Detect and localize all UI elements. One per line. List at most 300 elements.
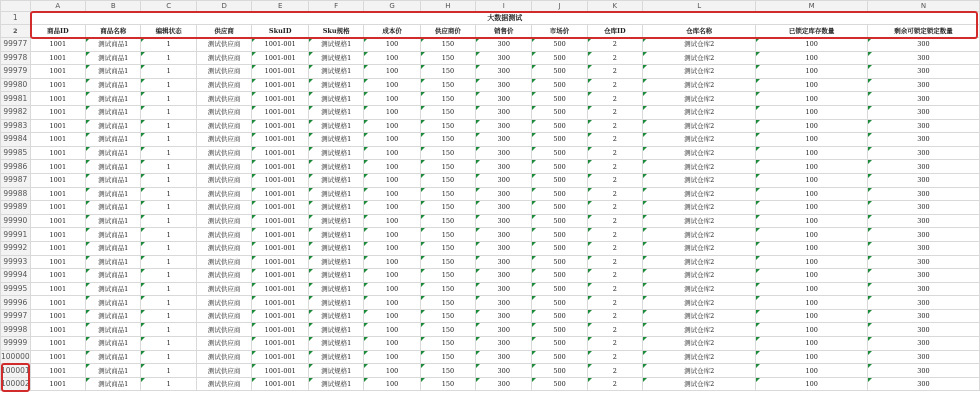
data-cell[interactable]: 300 xyxy=(476,241,532,255)
data-cell[interactable]: 150 xyxy=(420,133,475,147)
data-cell[interactable]: 2 xyxy=(587,296,642,310)
data-cell[interactable]: 1001 xyxy=(30,146,85,160)
data-cell[interactable]: 500 xyxy=(532,51,587,65)
data-cell[interactable]: 300 xyxy=(868,309,980,323)
data-cell[interactable]: 测试仓库2 xyxy=(643,255,756,269)
data-cell[interactable]: 2 xyxy=(587,160,642,174)
data-cell[interactable]: 300 xyxy=(868,173,980,187)
data-cell[interactable]: 1 xyxy=(141,364,196,378)
data-cell[interactable]: 2 xyxy=(587,92,642,106)
data-cell[interactable]: 150 xyxy=(420,309,475,323)
data-cell[interactable]: 300 xyxy=(476,377,532,391)
data-cell[interactable]: 1001-001 xyxy=(252,323,309,337)
data-cell[interactable]: 测试供应商 xyxy=(196,146,252,160)
data-cell[interactable]: 300 xyxy=(476,201,532,215)
data-cell[interactable]: 测试供应商 xyxy=(196,92,252,106)
data-cell[interactable]: 500 xyxy=(532,78,587,92)
data-cell[interactable]: 1001-001 xyxy=(252,51,309,65)
data-cell[interactable]: 150 xyxy=(420,364,475,378)
data-cell[interactable]: 2 xyxy=(587,309,642,323)
data-cell[interactable]: 1 xyxy=(141,255,196,269)
data-cell[interactable]: 测试供应商 xyxy=(196,296,252,310)
data-cell[interactable]: 100 xyxy=(364,214,420,228)
data-cell[interactable]: 1001-001 xyxy=(252,201,309,215)
header-cell[interactable]: 仓库名称 xyxy=(643,25,756,38)
row-number[interactable]: 99979 xyxy=(1,65,31,79)
data-cell[interactable]: 2 xyxy=(587,228,642,242)
data-cell[interactable]: 测试仓库2 xyxy=(643,337,756,351)
data-cell[interactable]: 测试规格1 xyxy=(308,282,364,296)
data-cell[interactable]: 测试仓库2 xyxy=(643,269,756,283)
data-cell[interactable]: 1001 xyxy=(30,269,85,283)
header-cell[interactable]: 仓库ID xyxy=(587,25,642,38)
data-cell[interactable]: 300 xyxy=(476,187,532,201)
data-cell[interactable]: 300 xyxy=(868,51,980,65)
data-cell[interactable]: 300 xyxy=(476,160,532,174)
data-cell[interactable]: 300 xyxy=(868,105,980,119)
data-cell[interactable]: 1001 xyxy=(30,377,85,391)
data-cell[interactable]: 测试商品1 xyxy=(85,173,141,187)
data-cell[interactable]: 测试规格1 xyxy=(308,78,364,92)
column-header-h[interactable]: H xyxy=(420,1,475,12)
data-cell[interactable]: 300 xyxy=(868,255,980,269)
data-cell[interactable]: 1 xyxy=(141,201,196,215)
data-cell[interactable]: 500 xyxy=(532,282,587,296)
data-cell[interactable]: 100 xyxy=(756,160,868,174)
data-cell[interactable]: 测试仓库2 xyxy=(643,201,756,215)
data-cell[interactable]: 150 xyxy=(420,241,475,255)
data-cell[interactable]: 1 xyxy=(141,38,196,52)
data-cell[interactable]: 100 xyxy=(756,51,868,65)
data-cell[interactable]: 2 xyxy=(587,337,642,351)
data-cell[interactable]: 100 xyxy=(364,337,420,351)
data-cell[interactable]: 1001-001 xyxy=(252,309,309,323)
data-cell[interactable]: 测试仓库2 xyxy=(643,65,756,79)
row-number[interactable]: 99993 xyxy=(1,255,31,269)
data-cell[interactable]: 100 xyxy=(364,377,420,391)
data-cell[interactable]: 测试规格1 xyxy=(308,228,364,242)
data-cell[interactable]: 100 xyxy=(364,133,420,147)
data-cell[interactable]: 150 xyxy=(420,173,475,187)
data-cell[interactable]: 测试供应商 xyxy=(196,65,252,79)
data-cell[interactable]: 500 xyxy=(532,214,587,228)
data-cell[interactable]: 测试供应商 xyxy=(196,255,252,269)
data-cell[interactable]: 1 xyxy=(141,65,196,79)
data-cell[interactable]: 1001-001 xyxy=(252,133,309,147)
data-cell[interactable]: 2 xyxy=(587,105,642,119)
data-cell[interactable]: 测试供应商 xyxy=(196,173,252,187)
data-cell[interactable]: 100 xyxy=(364,296,420,310)
data-cell[interactable]: 1 xyxy=(141,105,196,119)
data-cell[interactable]: 测试供应商 xyxy=(196,350,252,364)
data-cell[interactable]: 150 xyxy=(420,255,475,269)
data-cell[interactable]: 300 xyxy=(476,282,532,296)
data-cell[interactable]: 100 xyxy=(756,146,868,160)
column-header-f[interactable]: F xyxy=(308,1,364,12)
data-cell[interactable]: 100 xyxy=(756,350,868,364)
data-cell[interactable]: 2 xyxy=(587,282,642,296)
data-cell[interactable]: 300 xyxy=(476,92,532,106)
data-cell[interactable]: 1001-001 xyxy=(252,78,309,92)
data-cell[interactable]: 测试商品1 xyxy=(85,228,141,242)
data-cell[interactable]: 150 xyxy=(420,337,475,351)
row-number[interactable]: 99982 xyxy=(1,105,31,119)
data-cell[interactable]: 150 xyxy=(420,105,475,119)
data-cell[interactable]: 500 xyxy=(532,187,587,201)
data-cell[interactable]: 测试仓库2 xyxy=(643,78,756,92)
data-cell[interactable]: 测试规格1 xyxy=(308,92,364,106)
data-cell[interactable]: 测试规格1 xyxy=(308,38,364,52)
data-cell[interactable]: 测试商品1 xyxy=(85,323,141,337)
data-cell[interactable]: 100 xyxy=(756,323,868,337)
data-cell[interactable]: 100 xyxy=(756,269,868,283)
data-cell[interactable]: 150 xyxy=(420,92,475,106)
data-cell[interactable]: 300 xyxy=(476,269,532,283)
data-cell[interactable]: 2 xyxy=(587,173,642,187)
column-header-a[interactable]: A xyxy=(30,1,85,12)
data-cell[interactable]: 2 xyxy=(587,241,642,255)
data-cell[interactable]: 测试规格1 xyxy=(308,105,364,119)
data-cell[interactable]: 测试商品1 xyxy=(85,255,141,269)
data-cell[interactable]: 500 xyxy=(532,337,587,351)
data-cell[interactable]: 2 xyxy=(587,214,642,228)
column-header-c[interactable]: C xyxy=(141,1,196,12)
data-cell[interactable]: 150 xyxy=(420,187,475,201)
data-cell[interactable]: 100 xyxy=(756,92,868,106)
data-cell[interactable]: 1001-001 xyxy=(252,173,309,187)
data-cell[interactable]: 100 xyxy=(364,92,420,106)
data-cell[interactable]: 1001-001 xyxy=(252,364,309,378)
data-cell[interactable]: 测试规格1 xyxy=(308,173,364,187)
data-cell[interactable]: 300 xyxy=(868,146,980,160)
data-cell[interactable]: 测试规格1 xyxy=(308,119,364,133)
data-cell[interactable]: 测试规格1 xyxy=(308,201,364,215)
column-header-b[interactable]: B xyxy=(85,1,141,12)
data-cell[interactable]: 100 xyxy=(364,187,420,201)
header-cell[interactable]: Sku规格 xyxy=(308,25,364,38)
data-cell[interactable]: 100 xyxy=(364,201,420,215)
select-all-corner[interactable] xyxy=(1,1,31,12)
data-cell[interactable]: 100 xyxy=(364,255,420,269)
data-cell[interactable]: 300 xyxy=(476,146,532,160)
data-cell[interactable]: 测试供应商 xyxy=(196,51,252,65)
data-cell[interactable]: 1001 xyxy=(30,337,85,351)
data-cell[interactable]: 500 xyxy=(532,377,587,391)
data-cell[interactable]: 测试仓库2 xyxy=(643,173,756,187)
data-cell[interactable]: 300 xyxy=(868,187,980,201)
data-cell[interactable]: 测试规格1 xyxy=(308,160,364,174)
header-cell[interactable]: 剩余可锁定锁定数量 xyxy=(868,25,980,38)
data-cell[interactable]: 1001 xyxy=(30,78,85,92)
data-cell[interactable]: 1 xyxy=(141,146,196,160)
data-cell[interactable]: 测试仓库2 xyxy=(643,228,756,242)
data-cell[interactable]: 300 xyxy=(868,377,980,391)
row-number[interactable]: 100000 xyxy=(1,350,31,364)
data-cell[interactable]: 1001-001 xyxy=(252,282,309,296)
data-cell[interactable]: 1001-001 xyxy=(252,350,309,364)
data-cell[interactable]: 测试商品1 xyxy=(85,65,141,79)
data-cell[interactable]: 1001-001 xyxy=(252,296,309,310)
data-cell[interactable]: 100 xyxy=(364,309,420,323)
data-cell[interactable]: 1001-001 xyxy=(252,119,309,133)
data-cell[interactable]: 测试仓库2 xyxy=(643,119,756,133)
data-cell[interactable]: 1 xyxy=(141,173,196,187)
data-cell[interactable]: 测试商品1 xyxy=(85,269,141,283)
data-cell[interactable]: 1001 xyxy=(30,228,85,242)
data-cell[interactable]: 100 xyxy=(364,119,420,133)
data-cell[interactable]: 1 xyxy=(141,78,196,92)
data-cell[interactable]: 测试规格1 xyxy=(308,187,364,201)
data-cell[interactable]: 500 xyxy=(532,201,587,215)
data-cell[interactable]: 300 xyxy=(868,241,980,255)
data-cell[interactable]: 测试仓库2 xyxy=(643,51,756,65)
data-cell[interactable]: 1001 xyxy=(30,105,85,119)
data-cell[interactable]: 测试商品1 xyxy=(85,38,141,52)
row-number[interactable]: 99988 xyxy=(1,187,31,201)
data-cell[interactable]: 100 xyxy=(756,228,868,242)
data-cell[interactable]: 测试仓库2 xyxy=(643,105,756,119)
data-cell[interactable]: 300 xyxy=(868,65,980,79)
data-cell[interactable]: 2 xyxy=(587,364,642,378)
data-cell[interactable]: 测试规格1 xyxy=(308,296,364,310)
data-cell[interactable]: 300 xyxy=(868,282,980,296)
data-cell[interactable]: 1 xyxy=(141,377,196,391)
data-cell[interactable]: 300 xyxy=(476,350,532,364)
data-cell[interactable]: 测试供应商 xyxy=(196,323,252,337)
data-cell[interactable]: 150 xyxy=(420,214,475,228)
row-number[interactable]: 1 xyxy=(1,12,31,25)
data-cell[interactable]: 1001-001 xyxy=(252,105,309,119)
data-cell[interactable]: 2 xyxy=(587,350,642,364)
data-cell[interactable]: 1001 xyxy=(30,255,85,269)
data-cell[interactable]: 1 xyxy=(141,119,196,133)
data-cell[interactable]: 100 xyxy=(756,337,868,351)
data-cell[interactable]: 测试仓库2 xyxy=(643,38,756,52)
data-cell[interactable]: 测试规格1 xyxy=(308,51,364,65)
data-cell[interactable]: 测试供应商 xyxy=(196,364,252,378)
data-cell[interactable]: 测试规格1 xyxy=(308,337,364,351)
data-cell[interactable]: 1001 xyxy=(30,119,85,133)
data-cell[interactable]: 100 xyxy=(364,269,420,283)
data-cell[interactable]: 1001 xyxy=(30,309,85,323)
data-cell[interactable]: 300 xyxy=(868,92,980,106)
data-cell[interactable]: 测试供应商 xyxy=(196,133,252,147)
data-cell[interactable]: 2 xyxy=(587,65,642,79)
data-cell[interactable]: 500 xyxy=(532,255,587,269)
data-cell[interactable]: 测试仓库2 xyxy=(643,160,756,174)
data-cell[interactable]: 500 xyxy=(532,269,587,283)
data-cell[interactable]: 测试供应商 xyxy=(196,201,252,215)
data-cell[interactable]: 测试仓库2 xyxy=(643,364,756,378)
data-cell[interactable]: 1001-001 xyxy=(252,228,309,242)
data-cell[interactable]: 150 xyxy=(420,160,475,174)
data-cell[interactable]: 100 xyxy=(364,38,420,52)
data-cell[interactable]: 150 xyxy=(420,323,475,337)
data-cell[interactable]: 1001 xyxy=(30,364,85,378)
header-cell[interactable]: 编辑状态 xyxy=(141,25,196,38)
header-cell[interactable]: 成本价 xyxy=(364,25,420,38)
data-cell[interactable]: 2 xyxy=(587,201,642,215)
data-cell[interactable]: 测试供应商 xyxy=(196,228,252,242)
data-cell[interactable]: 1001 xyxy=(30,282,85,296)
data-cell[interactable]: 测试商品1 xyxy=(85,214,141,228)
data-cell[interactable]: 100 xyxy=(756,377,868,391)
data-cell[interactable]: 测试供应商 xyxy=(196,119,252,133)
header-cell[interactable]: 供应商价 xyxy=(420,25,475,38)
data-cell[interactable]: 100 xyxy=(364,173,420,187)
data-cell[interactable]: 300 xyxy=(476,38,532,52)
row-number[interactable]: 99977 xyxy=(1,38,31,52)
data-cell[interactable]: 2 xyxy=(587,323,642,337)
data-cell[interactable]: 500 xyxy=(532,350,587,364)
data-cell[interactable]: 150 xyxy=(420,282,475,296)
data-cell[interactable]: 1001-001 xyxy=(252,337,309,351)
data-cell[interactable]: 500 xyxy=(532,65,587,79)
data-cell[interactable]: 测试规格1 xyxy=(308,65,364,79)
data-cell[interactable]: 测试商品1 xyxy=(85,296,141,310)
data-cell[interactable]: 测试供应商 xyxy=(196,38,252,52)
data-cell[interactable]: 2 xyxy=(587,269,642,283)
header-cell[interactable]: 商品名称 xyxy=(85,25,141,38)
data-cell[interactable]: 测试仓库2 xyxy=(643,187,756,201)
data-cell[interactable]: 100 xyxy=(364,78,420,92)
data-cell[interactable]: 测试规格1 xyxy=(308,133,364,147)
header-cell[interactable]: 销售价 xyxy=(476,25,532,38)
data-cell[interactable]: 1001 xyxy=(30,65,85,79)
column-header-j[interactable]: J xyxy=(532,1,587,12)
data-cell[interactable]: 150 xyxy=(420,146,475,160)
data-cell[interactable]: 150 xyxy=(420,228,475,242)
data-cell[interactable]: 1001-001 xyxy=(252,269,309,283)
data-cell[interactable]: 1001 xyxy=(30,160,85,174)
data-cell[interactable]: 测试供应商 xyxy=(196,377,252,391)
data-cell[interactable]: 500 xyxy=(532,309,587,323)
data-cell[interactable]: 1001-001 xyxy=(252,255,309,269)
data-cell[interactable]: 300 xyxy=(476,309,532,323)
data-cell[interactable]: 测试规格1 xyxy=(308,214,364,228)
data-cell[interactable]: 1001-001 xyxy=(252,92,309,106)
data-cell[interactable]: 1001-001 xyxy=(252,187,309,201)
data-cell[interactable]: 测试仓库2 xyxy=(643,282,756,296)
row-number[interactable]: 99998 xyxy=(1,323,31,337)
data-cell[interactable]: 100 xyxy=(756,364,868,378)
data-cell[interactable]: 100 xyxy=(756,296,868,310)
data-cell[interactable]: 100 xyxy=(364,65,420,79)
data-cell[interactable]: 500 xyxy=(532,323,587,337)
row-number[interactable]: 2 xyxy=(1,25,31,38)
data-cell[interactable]: 500 xyxy=(532,241,587,255)
data-cell[interactable]: 测试商品1 xyxy=(85,92,141,106)
data-cell[interactable]: 100 xyxy=(756,282,868,296)
data-cell[interactable]: 100 xyxy=(364,51,420,65)
data-cell[interactable]: 1 xyxy=(141,187,196,201)
data-cell[interactable]: 1 xyxy=(141,282,196,296)
data-cell[interactable]: 300 xyxy=(868,119,980,133)
data-cell[interactable]: 300 xyxy=(868,201,980,215)
data-cell[interactable]: 测试商品1 xyxy=(85,51,141,65)
column-header-m[interactable]: M xyxy=(756,1,868,12)
row-number[interactable]: 99997 xyxy=(1,309,31,323)
data-cell[interactable]: 2 xyxy=(587,146,642,160)
data-cell[interactable]: 测试仓库2 xyxy=(643,309,756,323)
data-cell[interactable]: 1001 xyxy=(30,201,85,215)
data-cell[interactable]: 100 xyxy=(756,255,868,269)
header-cell[interactable]: 供应商 xyxy=(196,25,252,38)
data-cell[interactable]: 1 xyxy=(141,350,196,364)
row-number[interactable]: 99987 xyxy=(1,173,31,187)
data-cell[interactable]: 300 xyxy=(868,133,980,147)
data-cell[interactable]: 100 xyxy=(756,119,868,133)
data-cell[interactable]: 测试仓库2 xyxy=(643,323,756,337)
data-cell[interactable]: 150 xyxy=(420,38,475,52)
data-cell[interactable]: 100 xyxy=(364,364,420,378)
data-cell[interactable]: 测试供应商 xyxy=(196,269,252,283)
row-number[interactable]: 99986 xyxy=(1,160,31,174)
data-cell[interactable]: 1001 xyxy=(30,214,85,228)
row-number[interactable]: 100001 xyxy=(1,364,31,378)
data-cell[interactable]: 测试规格1 xyxy=(308,255,364,269)
data-cell[interactable]: 300 xyxy=(476,214,532,228)
data-cell[interactable]: 150 xyxy=(420,296,475,310)
data-cell[interactable]: 测试仓库2 xyxy=(643,350,756,364)
data-cell[interactable]: 测试商品1 xyxy=(85,78,141,92)
data-cell[interactable]: 100 xyxy=(756,133,868,147)
data-cell[interactable]: 测试商品1 xyxy=(85,146,141,160)
data-cell[interactable]: 300 xyxy=(476,173,532,187)
data-cell[interactable]: 500 xyxy=(532,105,587,119)
data-cell[interactable]: 2 xyxy=(587,38,642,52)
merged-title-cell[interactable]: 大数据测试 xyxy=(30,12,979,25)
data-cell[interactable]: 300 xyxy=(868,296,980,310)
row-number[interactable]: 99989 xyxy=(1,201,31,215)
data-cell[interactable]: 100 xyxy=(364,282,420,296)
data-cell[interactable]: 测试仓库2 xyxy=(643,92,756,106)
data-cell[interactable]: 1 xyxy=(141,228,196,242)
data-cell[interactable]: 150 xyxy=(420,201,475,215)
row-number[interactable]: 99978 xyxy=(1,51,31,65)
data-cell[interactable]: 2 xyxy=(587,187,642,201)
data-cell[interactable]: 测试商品1 xyxy=(85,377,141,391)
data-cell[interactable]: 300 xyxy=(868,160,980,174)
data-cell[interactable]: 100 xyxy=(364,241,420,255)
data-cell[interactable]: 300 xyxy=(476,323,532,337)
data-cell[interactable]: 1001 xyxy=(30,38,85,52)
column-header-e[interactable]: E xyxy=(252,1,309,12)
data-cell[interactable]: 测试商品1 xyxy=(85,160,141,174)
data-cell[interactable]: 500 xyxy=(532,296,587,310)
header-cell[interactable]: 市场价 xyxy=(532,25,587,38)
data-cell[interactable]: 100 xyxy=(756,38,868,52)
data-cell[interactable]: 1 xyxy=(141,51,196,65)
data-cell[interactable]: 500 xyxy=(532,173,587,187)
data-cell[interactable]: 500 xyxy=(532,364,587,378)
data-cell[interactable]: 500 xyxy=(532,228,587,242)
data-cell[interactable]: 300 xyxy=(868,364,980,378)
data-cell[interactable]: 300 xyxy=(868,38,980,52)
data-cell[interactable]: 300 xyxy=(476,255,532,269)
data-cell[interactable]: 测试供应商 xyxy=(196,309,252,323)
data-cell[interactable]: 1 xyxy=(141,296,196,310)
header-cell[interactable]: SkuID xyxy=(252,25,309,38)
data-cell[interactable]: 2 xyxy=(587,119,642,133)
data-cell[interactable]: 1001-001 xyxy=(252,65,309,79)
data-cell[interactable]: 300 xyxy=(476,364,532,378)
data-cell[interactable]: 1 xyxy=(141,133,196,147)
data-cell[interactable]: 100 xyxy=(364,146,420,160)
data-cell[interactable]: 300 xyxy=(868,337,980,351)
data-cell[interactable]: 100 xyxy=(364,105,420,119)
row-number[interactable]: 99996 xyxy=(1,296,31,310)
